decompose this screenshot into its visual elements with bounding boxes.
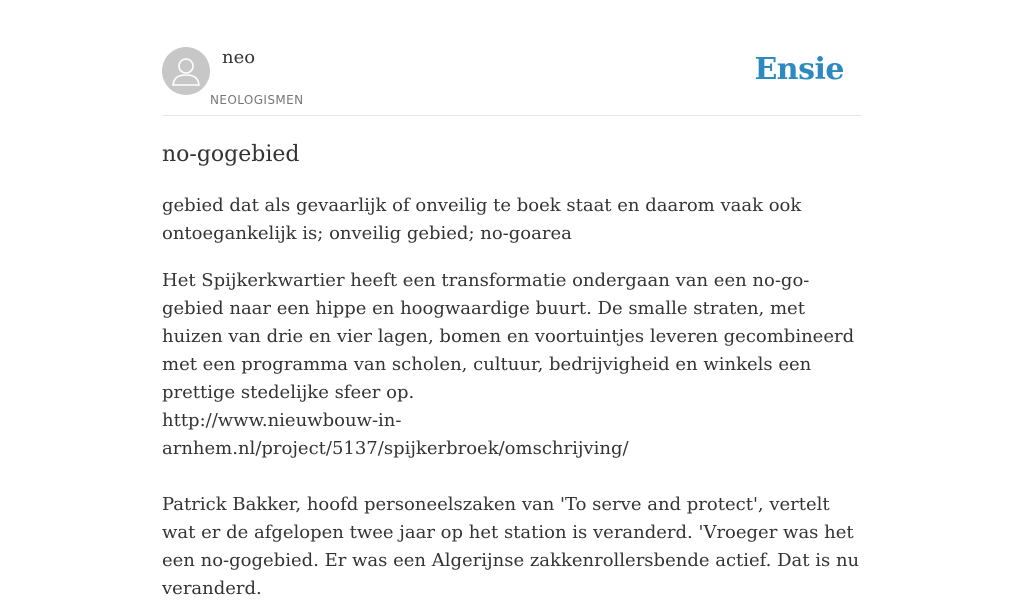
- entry-definition: gebied dat als gevaarlijk of onveilig te boek staat en daarom vaak ook ontoegankelijk is; onveilig gebied; no-goarea: [162, 195, 802, 244]
- entry-examples: [162, 267, 862, 603]
- example-text: Het Spijkerkwartier heeft een transformatie ondergaan van een no-go-gebied naar een hippe en hoogwaardige buurt. De smalle straten, met huizen van drie en vier lagen, bomen en voortuintjes leveren gecombineerd met een programma van scholen, cultuur, bedrijvigheid en winkels een prettige stedelijke sfeer op.: [162, 270, 855, 403]
- entry-header: [162, 0, 862, 116]
- entry-title: no-gogebied: [162, 142, 300, 167]
- author-name[interactable]: neo: [222, 47, 256, 68]
- avatar[interactable]: [162, 47, 210, 95]
- site-logo[interactable]: Ensie: [754, 52, 844, 87]
- content-container: [162, 0, 862, 603]
- user-icon: [162, 47, 210, 95]
- example-source-link[interactable]: http://www.nieuwbouw-in-arnhem.nl/project/5137/spijkerbroek/omschrijving/: [162, 410, 629, 459]
- example-text: Patrick Bakker, hoofd personeelszaken van 'To serve and protect', vertelt wat er de afgelopen twee jaar op het station is veranderd. 'Vroeger was het een no-gogebied. Er was een Algerijnse zakkenrollersbende actief. Dat is nu veranderd.: [162, 494, 860, 599]
- category-label[interactable]: NEOLOGISMEN: [210, 93, 304, 107]
- example-spacer: [162, 463, 862, 491]
